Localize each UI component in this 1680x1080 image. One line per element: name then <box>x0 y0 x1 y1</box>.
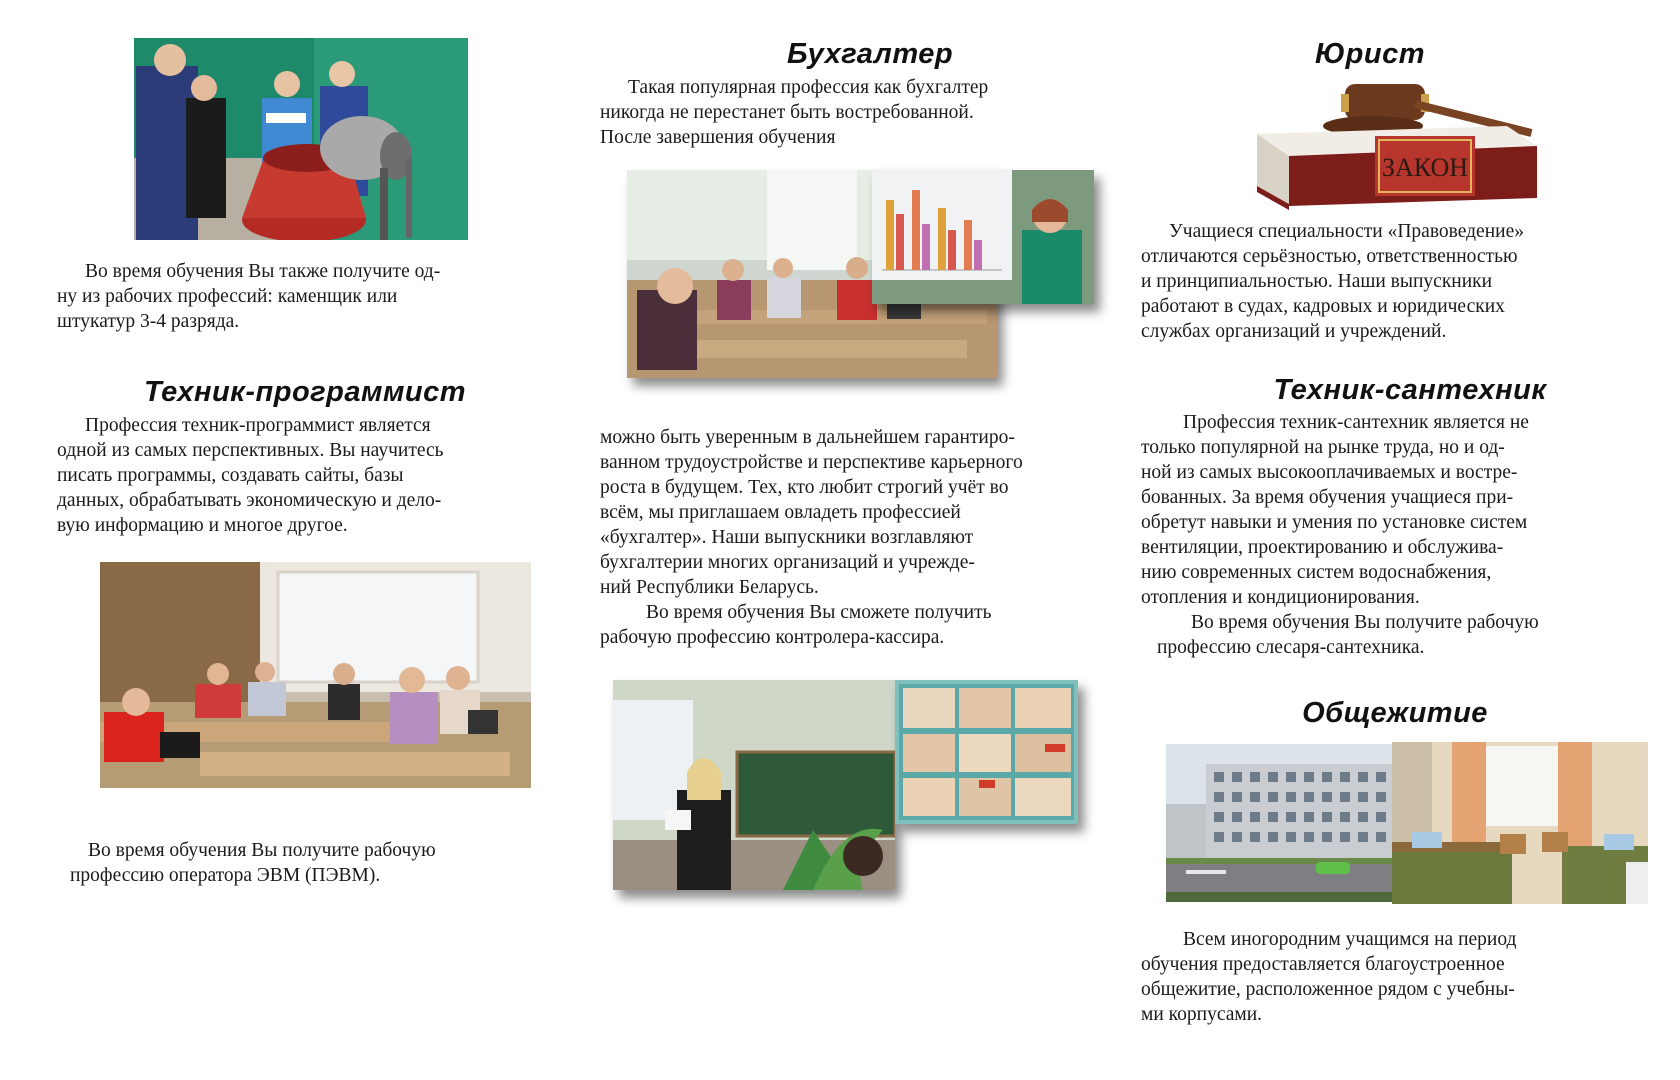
text-line: Всем иногородним учащимся на период <box>1183 929 1517 950</box>
text-line: ну из рабочих профессий: каменщик или <box>57 286 398 307</box>
programmer-title: Техник-программист <box>143 376 467 408</box>
plumber-text <box>1141 410 1631 660</box>
computer-class-photo <box>100 562 531 788</box>
workshop-photo <box>134 38 468 240</box>
text-line: ний Республики Беларусь. <box>600 577 819 598</box>
text-line: данных, обрабатывать экономическую и дело- <box>57 490 442 511</box>
lecture-photo <box>613 680 895 890</box>
text-line: отличаются серьёзностью, ответственностью <box>1141 246 1518 267</box>
text-line: ми корпусами. <box>1141 1004 1263 1025</box>
dorm-title: Общежитие <box>1302 697 1488 729</box>
plumber-title: Техник-сантехник <box>1273 374 1547 406</box>
text-line: вентиляции, проектированию и обслужива- <box>1141 537 1504 558</box>
dorm-room-photo <box>1392 742 1648 904</box>
text-line: нию современных систем водоснабжения, <box>1141 562 1492 583</box>
accountant-top-text <box>600 75 1086 150</box>
text-line: работают в судах, кадровых и юридических <box>1141 296 1505 317</box>
text-line: и принципиальностью. Наши выпускники <box>1141 271 1493 292</box>
text-line: Профессия техник-программист является <box>85 415 431 436</box>
programmer-text <box>57 413 545 538</box>
text-line: профессию оператора ЭВМ (ПЭВМ). <box>70 865 381 886</box>
text-line: отопления и кондиционирования. <box>1141 587 1420 608</box>
lawyer-title: Юрист <box>1314 38 1426 70</box>
col1-footer-text <box>70 838 558 888</box>
text-line: обучения предоставляется благоустроенное <box>1141 954 1505 975</box>
text-line: Во время обучения Вы получите рабочую <box>1191 612 1539 633</box>
law-book-image <box>1245 74 1545 216</box>
text-line: Профессия техник-сантехник является не <box>1183 412 1529 433</box>
lawyer-text <box>1141 219 1621 344</box>
text-line: вую информацию и многое другое. <box>57 515 348 536</box>
dorm-building-photo <box>1166 744 1392 902</box>
text-line: только популярной на рынке труда, но и од- <box>1141 437 1505 458</box>
text-line: ванном трудоустройстве и перспективе карьерного <box>600 452 1023 473</box>
text-line: профессию слесаря-сантехника. <box>1157 637 1425 658</box>
text-line: бухгалтерии многих организаций и учрежде- <box>600 552 975 573</box>
text-line: Во время обучения Вы сможете получить <box>646 602 992 623</box>
col1-intro-text <box>57 259 545 334</box>
text-line: «бухгалтер». Наши выпускники возглавляют <box>600 527 974 548</box>
text-line: службах организаций и учреждений. <box>1141 321 1447 342</box>
text-line: Во время обучения Вы также получите од- <box>85 261 441 282</box>
text-line: ной из самых высокооплачиваемых и востре- <box>1141 462 1518 483</box>
accountant-title: Бухгалтер <box>786 38 954 70</box>
text-line: Такая популярная профессия как бухгалтер <box>628 77 989 98</box>
dorm-text <box>1141 927 1631 1027</box>
text-line: роста в будущем. Тех, кто любит строгий учёт во <box>600 477 1009 498</box>
text-line: штукатур 3-4 разряда. <box>57 311 240 332</box>
chart-lesson-photo <box>872 170 1094 304</box>
text-line: обретут навыки и умения по установке систем <box>1141 512 1528 533</box>
text-line: можно быть уверенным в дальнейшем гарантиро- <box>600 427 1015 448</box>
text-line: После завершения обучения <box>600 127 836 148</box>
folders-photo <box>895 680 1078 824</box>
text-line: Учащиеся специальности «Правоведение» <box>1169 221 1524 242</box>
text-line: никогда не перестанет быть востребованной. <box>600 102 974 123</box>
text-line: всём, мы приглашаем овладеть профессией <box>600 502 961 523</box>
accountant-body-text <box>600 425 1086 650</box>
text-line: Во время обучения Вы получите рабочую <box>88 840 436 861</box>
text-line: рабочую профессию контролера-кассира. <box>600 627 945 648</box>
text-line: бованных. За время обучения учащиеся при- <box>1141 487 1514 508</box>
text-line: писать программы, создавать сайты, базы <box>57 465 404 486</box>
text-line: общежитие, расположенное рядом с учебны- <box>1141 979 1515 1000</box>
book-label: ЗАКОН <box>1381 153 1469 182</box>
text-line: одной из самых перспективных. Вы научитесь <box>57 440 444 461</box>
